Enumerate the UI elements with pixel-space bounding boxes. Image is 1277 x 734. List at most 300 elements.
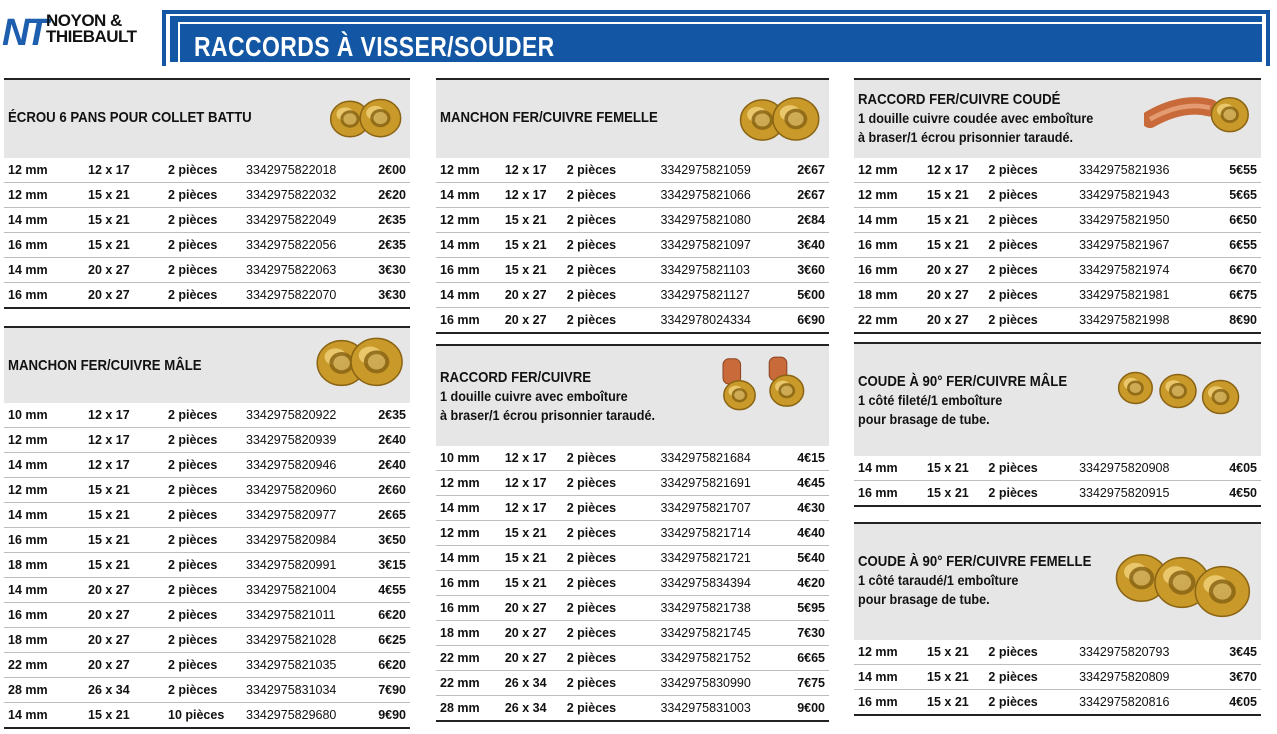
pipe-diameter-cell: 14 mm xyxy=(4,258,88,283)
thread-size-cell: 15 x 21 xyxy=(927,665,988,690)
quantity-cell: 2 pièces xyxy=(168,578,246,603)
price-cell: 5€55 xyxy=(1229,158,1261,183)
ean-code-cell: 3342975821035 xyxy=(246,653,374,678)
thread-size-cell: 20 x 27 xyxy=(88,653,168,678)
thread-size-cell: 15 x 21 xyxy=(88,233,168,258)
pipe-diameter-cell: 16 mm xyxy=(4,603,88,628)
quantity-cell: 2 pièces xyxy=(168,183,246,208)
ean-code-cell: 3342975821714 xyxy=(660,521,797,546)
page-title: RACCORDS À VISSER/SOUDER xyxy=(194,31,555,62)
ean-code-cell: 3342975821738 xyxy=(660,596,797,621)
table-row xyxy=(436,621,829,646)
pipe-diameter-cell: 14 mm xyxy=(854,208,927,233)
table-row xyxy=(4,628,410,653)
pipe-diameter-cell: 16 mm xyxy=(436,308,505,334)
quantity-cell: 2 pièces xyxy=(988,308,1079,334)
pipe-diameter-cell: 12 mm xyxy=(854,640,927,665)
table-row xyxy=(4,258,410,283)
quantity-cell: 2 pièces xyxy=(168,478,246,503)
pipe-diameter-cell: 22 mm xyxy=(854,308,927,334)
table-row xyxy=(4,158,410,183)
quantity-cell: 2 pièces xyxy=(168,678,246,703)
price-cell: 4€30 xyxy=(797,496,829,521)
table-row xyxy=(436,671,829,696)
thread-size-cell: 15 x 21 xyxy=(927,640,988,665)
section-description xyxy=(858,109,1093,147)
ean-code-cell: 3342975820984 xyxy=(246,528,374,553)
pipe-diameter-cell: 16 mm xyxy=(4,233,88,258)
thread-size-cell: 15 x 21 xyxy=(505,546,567,571)
pipe-diameter-cell: 12 mm xyxy=(436,208,505,233)
pipe-diameter-cell: 18 mm xyxy=(436,621,505,646)
product-table xyxy=(854,158,1261,334)
price-cell: 3€70 xyxy=(1229,665,1261,690)
ean-code-cell: 3342975821080 xyxy=(660,208,797,233)
quantity-cell: 2 pièces xyxy=(567,446,661,471)
table-row xyxy=(4,703,410,729)
price-cell: 6€70 xyxy=(1229,258,1261,283)
price-cell: 5€95 xyxy=(797,596,829,621)
price-cell: 9€00 xyxy=(797,696,829,722)
quantity-cell: 2 pièces xyxy=(988,158,1079,183)
thread-size-cell: 20 x 27 xyxy=(88,283,168,309)
section-raccord-coude xyxy=(854,78,1261,334)
quantity-cell: 2 pièces xyxy=(567,471,661,496)
quantity-cell: 2 pièces xyxy=(567,646,661,671)
header-frame-top xyxy=(162,10,1270,14)
quantity-cell: 2 pièces xyxy=(988,233,1079,258)
ean-code-cell: 3342975822063 xyxy=(246,258,374,283)
ean-code-cell: 3342975822018 xyxy=(246,158,374,183)
ean-code-cell: 3342975821967 xyxy=(1079,233,1229,258)
table-row xyxy=(854,233,1261,258)
price-cell: 3€30 xyxy=(374,283,410,309)
title-banner-inner xyxy=(178,22,1262,62)
price-cell: 4€55 xyxy=(374,578,410,603)
quantity-cell: 2 pièces xyxy=(168,553,246,578)
section-header xyxy=(854,78,1261,158)
ean-code-cell: 3342975831003 xyxy=(660,696,797,722)
table-row xyxy=(436,571,829,596)
pipe-diameter-cell: 14 mm xyxy=(436,233,505,258)
thread-size-cell: 20 x 27 xyxy=(88,628,168,653)
pipe-diameter-cell: 12 mm xyxy=(854,183,927,208)
pipe-diameter-cell: 16 mm xyxy=(4,528,88,553)
price-cell: 6€65 xyxy=(797,646,829,671)
table-row xyxy=(854,158,1261,183)
price-cell: 2€67 xyxy=(797,183,829,208)
thread-size-cell: 15 x 21 xyxy=(927,183,988,208)
table-row xyxy=(436,521,829,546)
thread-size-cell: 20 x 27 xyxy=(505,621,567,646)
ean-code-cell: 3342975820908 xyxy=(1079,456,1229,481)
table-row xyxy=(436,596,829,621)
price-cell: 3€40 xyxy=(797,233,829,258)
ean-code-cell: 3342975822049 xyxy=(246,208,374,233)
quantity-cell: 2 pièces xyxy=(168,628,246,653)
ean-code-cell: 3342975820809 xyxy=(1079,665,1229,690)
pipe-diameter-cell: 12 mm xyxy=(436,471,505,496)
quantity-cell: 10 pièces xyxy=(168,703,246,729)
table-row xyxy=(436,283,829,308)
pipe-diameter-cell: 16 mm xyxy=(854,690,927,716)
price-cell: 3€30 xyxy=(374,258,410,283)
ean-code-cell: 3342975821998 xyxy=(1079,308,1229,334)
quantity-cell: 2 pièces xyxy=(567,183,661,208)
pipe-diameter-cell: 14 mm xyxy=(436,546,505,571)
price-cell: 2€35 xyxy=(374,233,410,258)
thread-size-cell: 15 x 21 xyxy=(88,528,168,553)
price-cell: 6€25 xyxy=(374,628,410,653)
thread-size-cell: 15 x 21 xyxy=(505,233,567,258)
logo-line-2: THIEBAULT xyxy=(46,27,137,46)
table-row xyxy=(436,208,829,233)
quantity-cell: 2 pièces xyxy=(168,653,246,678)
description-line: pour brasage de tube. xyxy=(858,411,990,427)
quantity-cell: 2 pièces xyxy=(567,496,661,521)
pipe-diameter-cell: 12 mm xyxy=(436,521,505,546)
logo-mark: NT xyxy=(2,12,45,54)
section-description xyxy=(440,387,655,425)
quantity-cell: 2 pièces xyxy=(168,503,246,528)
section-coude-90-male xyxy=(854,342,1261,507)
table-row xyxy=(4,503,410,528)
brass-male-elbows-image xyxy=(1102,364,1254,429)
ean-code-cell: 3342975820816 xyxy=(1079,690,1229,716)
quantity-cell: 2 pièces xyxy=(988,456,1079,481)
pipe-diameter-cell: 16 mm xyxy=(436,258,505,283)
table-row xyxy=(436,496,829,521)
section-header xyxy=(4,78,410,158)
thread-size-cell: 15 x 21 xyxy=(927,456,988,481)
pipe-diameter-cell: 14 mm xyxy=(436,183,505,208)
ean-code-cell: 3342975821707 xyxy=(660,496,797,521)
quantity-cell: 2 pièces xyxy=(168,258,246,283)
table-row xyxy=(854,258,1261,283)
ean-code-cell: 3342978024334 xyxy=(660,308,797,334)
thread-size-cell: 20 x 27 xyxy=(505,283,567,308)
table-row xyxy=(854,640,1261,665)
price-cell: 4€40 xyxy=(797,521,829,546)
table-row xyxy=(4,653,410,678)
thread-size-cell: 12 x 17 xyxy=(927,158,988,183)
ean-code-cell: 3342975831034 xyxy=(246,678,374,703)
price-cell: 6€20 xyxy=(374,653,410,678)
table-row xyxy=(4,453,410,478)
table-row xyxy=(4,578,410,603)
quantity-cell: 2 pièces xyxy=(567,258,661,283)
section-description xyxy=(858,571,1018,609)
quantity-cell: 2 pièces xyxy=(567,208,661,233)
logo-wordmark xyxy=(46,13,137,45)
quantity-cell: 2 pièces xyxy=(988,208,1079,233)
ean-code-cell: 3342975821745 xyxy=(660,621,797,646)
ean-code-cell: 3342975821943 xyxy=(1079,183,1229,208)
pipe-diameter-cell: 16 mm xyxy=(854,481,927,507)
price-cell: 5€40 xyxy=(797,546,829,571)
pipe-diameter-cell: 14 mm xyxy=(436,283,505,308)
quantity-cell: 2 pièces xyxy=(567,521,661,546)
ean-code-cell: 3342975821127 xyxy=(660,283,797,308)
thread-size-cell: 26 x 34 xyxy=(88,678,168,703)
table-row xyxy=(436,646,829,671)
pipe-diameter-cell: 28 mm xyxy=(436,696,505,722)
ean-code-cell: 3342975821936 xyxy=(1079,158,1229,183)
thread-size-cell: 20 x 27 xyxy=(88,258,168,283)
table-row xyxy=(4,678,410,703)
thread-size-cell: 12 x 17 xyxy=(88,403,168,428)
description-line: à braser/1 écrou prisonnier taraudé. xyxy=(440,407,655,423)
quantity-cell: 2 pièces xyxy=(168,233,246,258)
section-ecrou-6-pans xyxy=(4,78,410,309)
quantity-cell: 2 pièces xyxy=(168,528,246,553)
table-row xyxy=(436,308,829,334)
section-coude-90-femelle xyxy=(854,522,1261,716)
price-cell: 6€75 xyxy=(1229,283,1261,308)
thread-size-cell: 12 x 17 xyxy=(505,158,567,183)
thread-size-cell: 15 x 21 xyxy=(505,208,567,233)
ean-code-cell: 3342975821950 xyxy=(1079,208,1229,233)
product-table xyxy=(4,158,410,309)
ean-code-cell: 3342975820922 xyxy=(246,403,374,428)
table-row xyxy=(4,528,410,553)
pipe-diameter-cell: 12 mm xyxy=(4,478,88,503)
section-title: COUDE À 90° FER/CUIVRE FEMELLE xyxy=(858,553,1092,570)
price-cell: 2€65 xyxy=(374,503,410,528)
price-cell: 2€84 xyxy=(797,208,829,233)
thread-size-cell: 15 x 21 xyxy=(88,703,168,729)
table-row xyxy=(436,696,829,722)
ean-code-cell: 3342975821011 xyxy=(246,603,374,628)
table-row xyxy=(436,446,829,471)
price-cell: 7€30 xyxy=(797,621,829,646)
pipe-diameter-cell: 16 mm xyxy=(436,571,505,596)
price-cell: 4€05 xyxy=(1229,690,1261,716)
section-title: RACCORD FER/CUIVRE xyxy=(440,369,592,386)
price-cell: 2€67 xyxy=(797,158,829,183)
pipe-diameter-cell: 16 mm xyxy=(4,283,88,309)
price-cell: 4€20 xyxy=(797,571,829,596)
quantity-cell: 2 pièces xyxy=(168,208,246,233)
thread-size-cell: 15 x 21 xyxy=(505,571,567,596)
ean-code-cell: 3342975820960 xyxy=(246,478,374,503)
quantity-cell: 2 pièces xyxy=(567,671,661,696)
thread-size-cell: 20 x 27 xyxy=(927,308,988,334)
thread-size-cell: 12 x 17 xyxy=(505,446,567,471)
thread-size-cell: 20 x 27 xyxy=(927,283,988,308)
table-row xyxy=(854,283,1261,308)
pipe-diameter-cell: 14 mm xyxy=(4,453,88,478)
section-description xyxy=(858,391,1002,429)
section-header xyxy=(436,78,829,158)
table-row xyxy=(854,665,1261,690)
pipe-diameter-cell: 28 mm xyxy=(4,678,88,703)
table-row xyxy=(854,208,1261,233)
table-row xyxy=(4,428,410,453)
section-manchon-femelle xyxy=(436,78,829,334)
thread-size-cell: 12 x 17 xyxy=(88,158,168,183)
quantity-cell: 2 pièces xyxy=(168,603,246,628)
ean-code-cell: 3342975820915 xyxy=(1079,481,1229,507)
price-cell: 3€50 xyxy=(374,528,410,553)
brass-female-elbows-image xyxy=(1110,542,1254,637)
section-title: MANCHON FER/CUIVRE MÂLE xyxy=(8,357,202,374)
quantity-cell: 2 pièces xyxy=(567,571,661,596)
product-table xyxy=(4,403,410,729)
price-cell: 2€35 xyxy=(374,208,410,233)
ean-code-cell: 3342975821974 xyxy=(1079,258,1229,283)
quantity-cell: 2 pièces xyxy=(168,403,246,428)
ean-code-cell: 3342975820793 xyxy=(1079,640,1229,665)
quantity-cell: 2 pièces xyxy=(988,665,1079,690)
thread-size-cell: 20 x 27 xyxy=(505,308,567,334)
section-title: RACCORD FER/CUIVRE COUDÉ xyxy=(858,91,1061,108)
section-header xyxy=(854,522,1261,640)
table-row xyxy=(4,553,410,578)
ean-code-cell: 3342975821752 xyxy=(660,646,797,671)
section-header xyxy=(854,342,1261,456)
brass-male-sleeves-image xyxy=(314,334,406,397)
section-title: MANCHON FER/CUIVRE FEMELLE xyxy=(440,109,658,126)
thread-size-cell: 20 x 27 xyxy=(88,603,168,628)
price-cell: 4€15 xyxy=(797,446,829,471)
quantity-cell: 2 pièces xyxy=(988,690,1079,716)
ean-code-cell: 3342975821103 xyxy=(660,258,797,283)
title-banner xyxy=(170,16,1262,62)
section-title: COUDE À 90° FER/CUIVRE MÂLE xyxy=(858,373,1068,390)
quantity-cell: 2 pièces xyxy=(567,283,661,308)
table-row xyxy=(436,546,829,571)
pipe-diameter-cell: 12 mm xyxy=(4,183,88,208)
ean-code-cell: 3342975821721 xyxy=(660,546,797,571)
pipe-diameter-cell: 22 mm xyxy=(4,653,88,678)
table-row xyxy=(854,183,1261,208)
pipe-diameter-cell: 22 mm xyxy=(436,646,505,671)
thread-size-cell: 12 x 17 xyxy=(88,428,168,453)
ean-code-cell: 3342975821691 xyxy=(660,471,797,496)
table-row xyxy=(436,183,829,208)
pipe-diameter-cell: 14 mm xyxy=(4,503,88,528)
pipe-diameter-cell: 16 mm xyxy=(854,258,927,283)
pipe-diameter-cell: 14 mm xyxy=(4,208,88,233)
table-row xyxy=(4,208,410,233)
product-table xyxy=(854,640,1261,716)
thread-size-cell: 15 x 21 xyxy=(505,521,567,546)
ean-code-cell: 3342975830990 xyxy=(660,671,797,696)
price-cell: 8€90 xyxy=(1229,308,1261,334)
price-cell: 6€20 xyxy=(374,603,410,628)
price-cell: 2€00 xyxy=(374,158,410,183)
ean-code-cell: 3342975821097 xyxy=(660,233,797,258)
price-cell: 5€00 xyxy=(797,283,829,308)
quantity-cell: 2 pièces xyxy=(168,453,246,478)
pipe-diameter-cell: 10 mm xyxy=(436,446,505,471)
price-cell: 2€40 xyxy=(374,453,410,478)
ean-code-cell: 3342975822056 xyxy=(246,233,374,258)
section-title: ÉCROU 6 PANS POUR COLLET BATTU xyxy=(8,109,252,126)
product-table xyxy=(436,446,829,722)
price-cell: 3€45 xyxy=(1229,640,1261,665)
price-cell: 3€15 xyxy=(374,553,410,578)
price-cell: 2€20 xyxy=(374,183,410,208)
price-cell: 7€90 xyxy=(374,678,410,703)
pipe-diameter-cell: 10 mm xyxy=(4,403,88,428)
pipe-diameter-cell: 14 mm xyxy=(4,703,88,729)
thread-size-cell: 12 x 17 xyxy=(505,471,567,496)
thread-size-cell: 12 x 17 xyxy=(505,496,567,521)
thread-size-cell: 20 x 27 xyxy=(505,646,567,671)
quantity-cell: 2 pièces xyxy=(168,428,246,453)
price-cell: 2€35 xyxy=(374,403,410,428)
table-row xyxy=(436,158,829,183)
header-frame-right xyxy=(1266,10,1270,66)
pipe-diameter-cell: 14 mm xyxy=(854,665,927,690)
section-header xyxy=(4,326,410,403)
ean-code-cell: 3342975834394 xyxy=(660,571,797,596)
quantity-cell: 2 pièces xyxy=(567,308,661,334)
quantity-cell: 2 pièces xyxy=(567,621,661,646)
pipe-diameter-cell: 18 mm xyxy=(4,628,88,653)
quantity-cell: 2 pièces xyxy=(567,596,661,621)
brass-hex-nuts-image xyxy=(326,96,406,147)
product-table xyxy=(854,456,1261,507)
brand-logo xyxy=(0,10,165,60)
description-line: à braser/1 écrou prisonnier taraudé. xyxy=(858,129,1073,145)
thread-size-cell: 15 x 21 xyxy=(505,258,567,283)
logo-line-1: NOYON & xyxy=(46,11,122,30)
thread-size-cell: 15 x 21 xyxy=(927,233,988,258)
table-row xyxy=(4,603,410,628)
table-row xyxy=(854,481,1261,507)
thread-size-cell: 15 x 21 xyxy=(88,478,168,503)
ean-code-cell: 3342975821066 xyxy=(660,183,797,208)
quantity-cell: 2 pièces xyxy=(988,183,1079,208)
pipe-diameter-cell: 16 mm xyxy=(436,596,505,621)
product-table xyxy=(436,158,829,334)
pipe-diameter-cell: 14 mm xyxy=(4,578,88,603)
ean-code-cell: 3342975821981 xyxy=(1079,283,1229,308)
thread-size-cell: 15 x 21 xyxy=(927,208,988,233)
description-line: 1 douille cuivre coudée avec emboîture xyxy=(858,110,1094,126)
table-row xyxy=(436,471,829,496)
copper-brass-fittings-image xyxy=(712,356,822,417)
price-cell: 2€60 xyxy=(374,478,410,503)
pipe-diameter-cell: 12 mm xyxy=(4,158,88,183)
thread-size-cell: 15 x 21 xyxy=(88,503,168,528)
pipe-diameter-cell: 12 mm xyxy=(854,158,927,183)
table-row xyxy=(436,233,829,258)
quantity-cell: 2 pièces xyxy=(567,233,661,258)
thread-size-cell: 12 x 17 xyxy=(505,183,567,208)
table-row xyxy=(436,258,829,283)
ean-code-cell: 3342975829680 xyxy=(246,703,374,729)
ean-code-cell: 3342975820946 xyxy=(246,453,374,478)
quantity-cell: 2 pièces xyxy=(567,158,661,183)
thread-size-cell: 12 x 17 xyxy=(88,453,168,478)
ean-code-cell: 3342975822032 xyxy=(246,183,374,208)
ean-code-cell: 3342975820939 xyxy=(246,428,374,453)
description-line: pour brasage de tube. xyxy=(858,591,990,607)
description-line: 1 côté fileté/1 emboîture xyxy=(858,392,1003,408)
price-cell: 7€75 xyxy=(797,671,829,696)
thread-size-cell: 26 x 34 xyxy=(505,671,567,696)
price-cell: 2€40 xyxy=(374,428,410,453)
quantity-cell: 2 pièces xyxy=(988,258,1079,283)
price-cell: 6€50 xyxy=(1229,208,1261,233)
pipe-diameter-cell: 12 mm xyxy=(4,428,88,453)
ean-code-cell: 3342975821684 xyxy=(660,446,797,471)
price-cell: 6€90 xyxy=(797,308,829,334)
